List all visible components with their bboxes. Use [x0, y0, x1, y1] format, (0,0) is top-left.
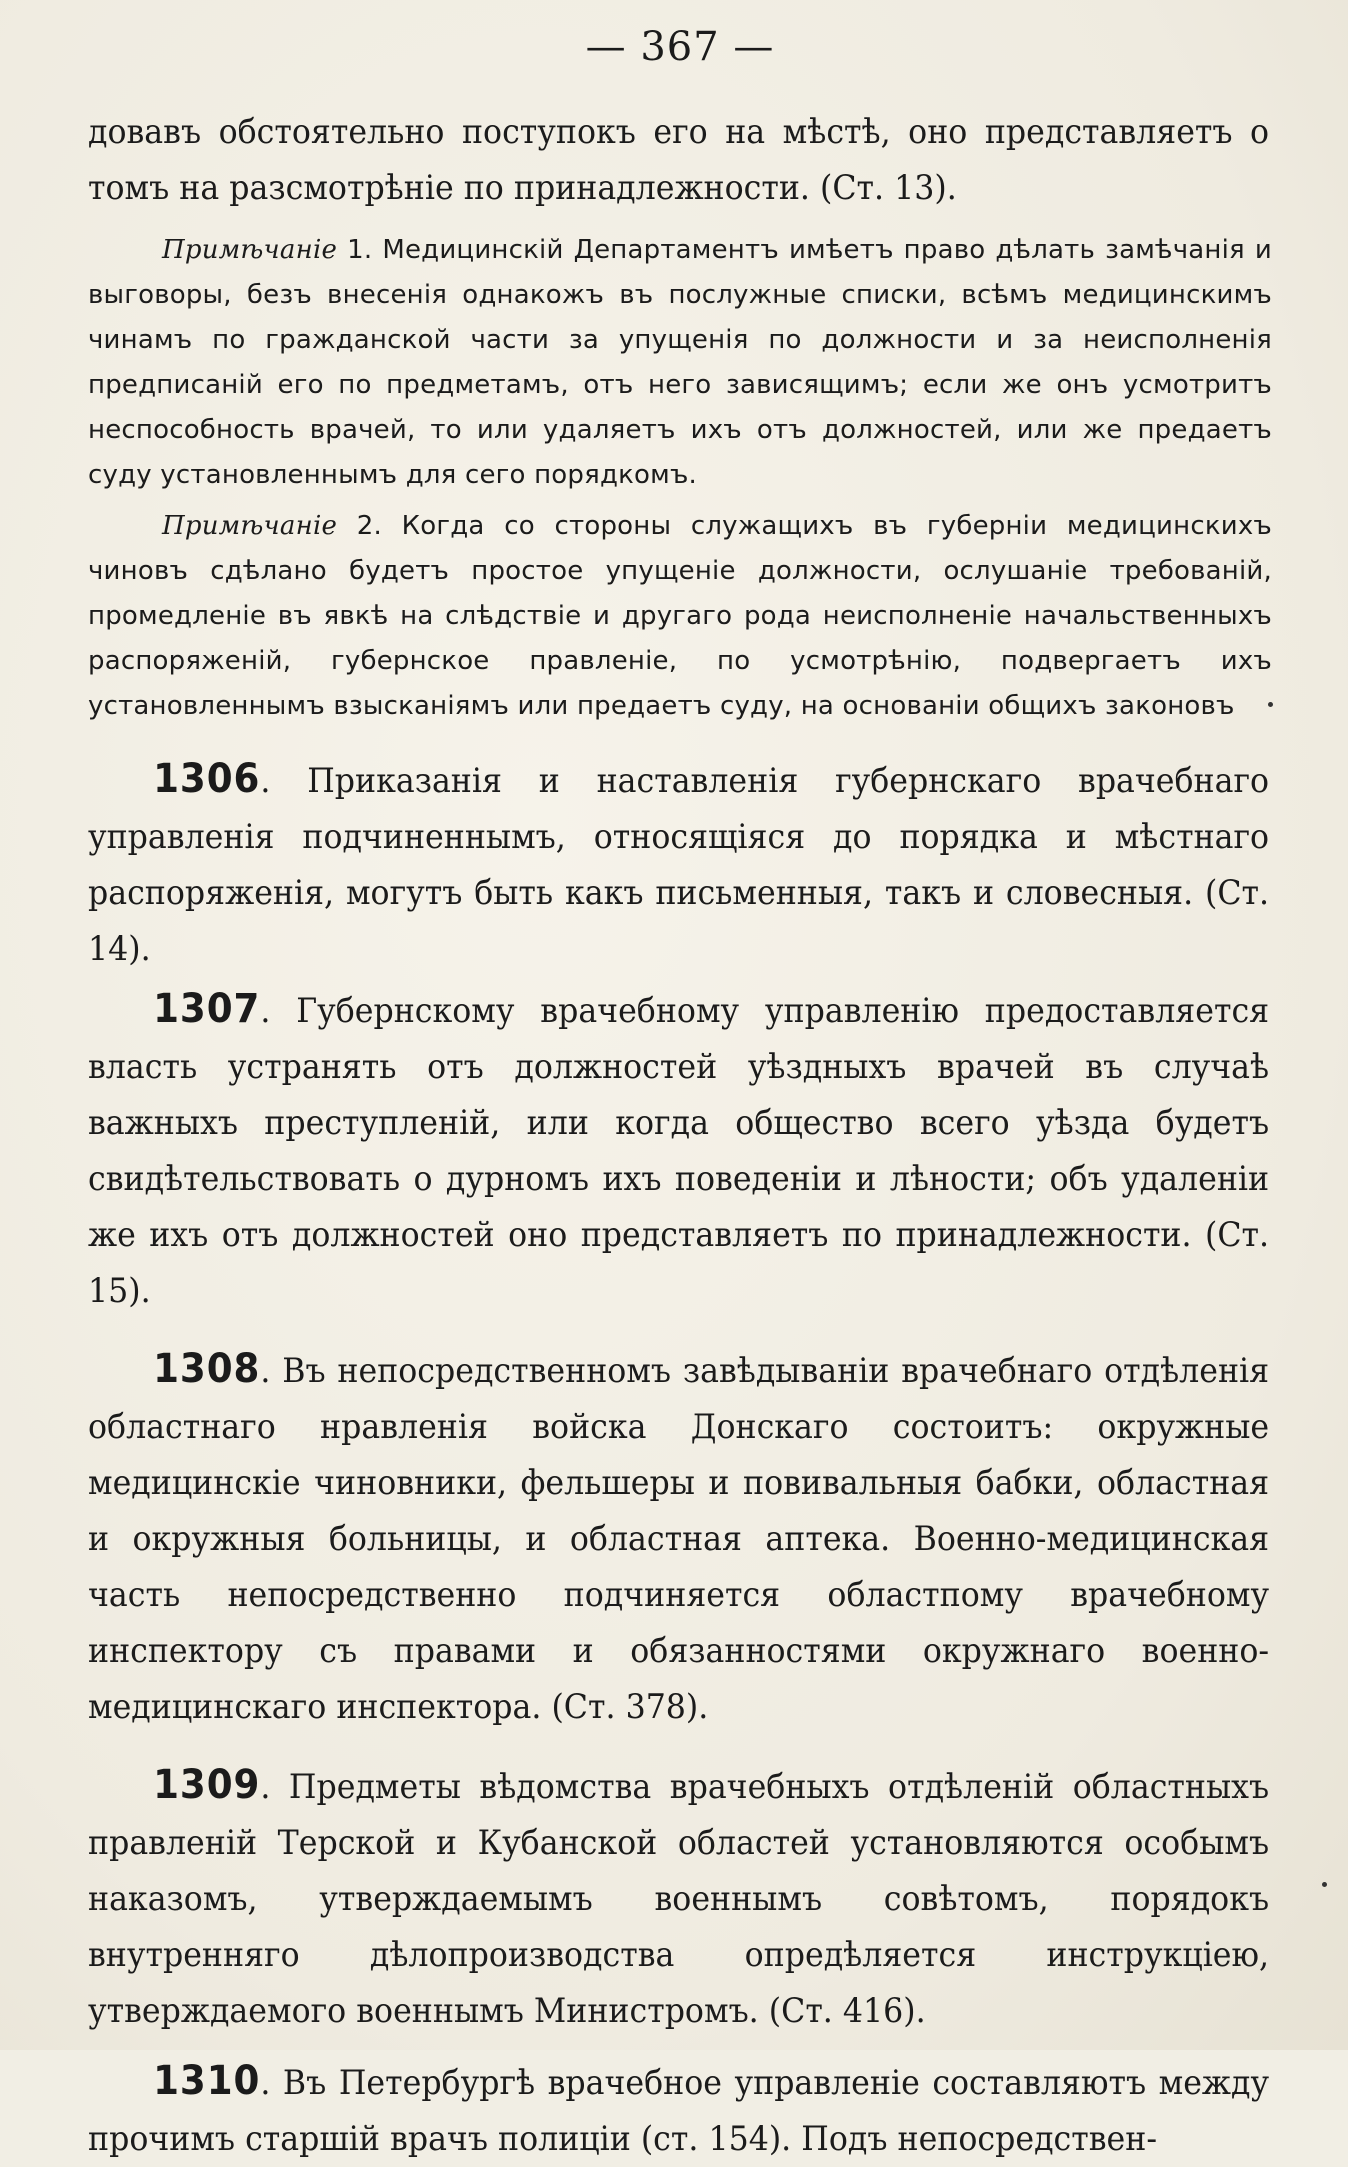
article-1306 — [88, 751, 1269, 977]
ink-speck — [1268, 702, 1273, 707]
page-number: — 367 — — [585, 24, 775, 70]
intro-paragraph: довавъ обстоятельно поступокъ его на мѣстѣ, оно представляетъ о томъ на разсмотрѣніе по принадлежности. (Ст. 13). — [88, 112, 1270, 208]
article-text: . Въ непосредственномъ завѣдываніи врачебнаго отдѣленія областнаго нравленія войска Донскаго состоитъ: окружные медицинскіе чиновники, фельшеры и повивальныя бабки, областная и окружныя больницы, и областная аптека. Военно-медицинская часть непосредственно подчиняется областпому врачебному инспектору съ правами и обязанностями окружнаго военно-медицинскаго инспектора. (Ст. 378). — [88, 1351, 1270, 1727]
article-1309 — [88, 1757, 1269, 2039]
note-label: Примѣчаніе — [162, 235, 338, 265]
note-1 — [88, 228, 1272, 498]
note-2 — [88, 504, 1272, 729]
article-text: . Приказанія и наставленія губернскаго врачебнаго управленія подчиненнымъ, относящіяся до порядка и мѣстнаго распоряженія, могутъ быть какъ письменныя, такъ и словесныя. (Ст. 14). — [88, 761, 1270, 969]
article-1307 — [88, 981, 1269, 1319]
article-number: 1306 — [153, 756, 261, 802]
article-number: 1309 — [153, 1762, 261, 1808]
article-text: . Въ Петербургѣ врачебное управленіе составляютъ между прочимъ старшій врачъ полиціи (ст. 154). Подъ непосредствен- — [88, 2063, 1270, 2159]
article-number: 1310 — [153, 2058, 261, 2104]
article-number: 1308 — [153, 1346, 261, 1392]
note-label: Примѣчаніе — [162, 511, 338, 541]
article-1310 — [88, 2053, 1269, 2167]
article-1308 — [88, 1341, 1269, 1735]
note-text: 2. Когда со стороны служащихъ въ губерніи медицинскихъ чиновъ сдѣлано будетъ простое упущеніе должности, ослушаніе требованій, промедленіе въ явкѣ на слѣдствіе и другаго рода неисполненіе начальственныхъ распоряженій, губернское правленіе, по усмотрѣнію, подвергаетъ ихъ установленнымъ взысканіямъ или предаетъ суду, на основаніи общихъ законовъ — [88, 511, 1272, 721]
article-text: . Предметы вѣдомства врачебныхъ отдѣленій областныхъ правленій Терской и Кубанской областей установляются особымъ наказомъ, утверждаемымъ военнымъ совѣтомъ, порядокъ внутренняго дѣлопроизводства опредѣляется инструкціею, утверждаемого военнымъ Министромъ. (Ст. 416). — [88, 1767, 1270, 2031]
note-text: 1. Медицинскій Департаментъ имѣетъ право дѣлать замѣчанія и выговоры, безъ внесенія однакожъ въ послужные списки, всѣмъ медицинскимъ чинамъ по гражданской части за упущенія по должности и за неисполненія предписаній его по предметамъ, отъ него зависящимъ; если же онъ усмотритъ неспособность врачей, то или удаляетъ ихъ отъ должностей, или же предаетъ суду установленнымъ для сего порядкомъ. — [88, 235, 1272, 490]
ink-speck — [1322, 1882, 1327, 1887]
article-text: . Губернскому врачебному управленію предоставляется власть устранять отъ должностей уѣздныхъ врачей въ случаѣ важныхъ преступленій, или когда общество всего уѣзда будетъ свидѣтельствовать о дурномъ ихъ поведеніи и лѣности; объ удаленіи же ихъ отъ должностей оно представляетъ по принадлежности. (Ст. 15). — [88, 991, 1270, 1311]
article-number: 1307 — [153, 986, 261, 1032]
